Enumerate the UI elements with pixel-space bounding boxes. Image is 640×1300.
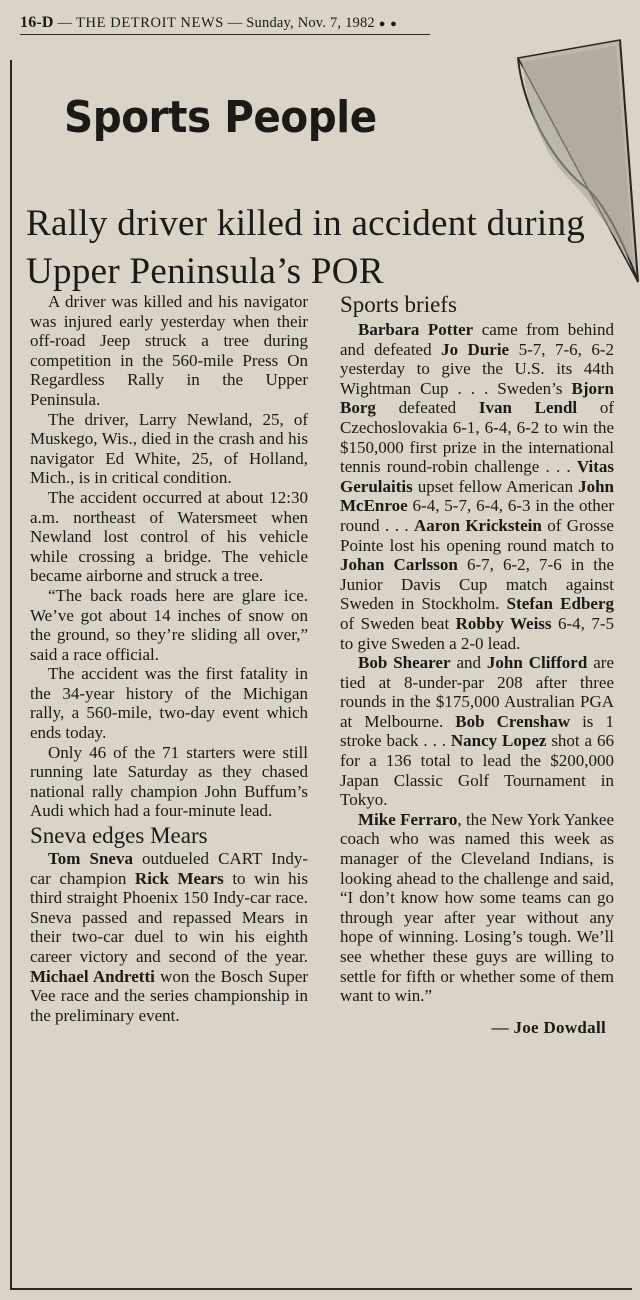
- subhead-briefs: Sports briefs: [340, 292, 457, 317]
- athlete-name: Robby Weiss: [455, 613, 552, 633]
- edition-marks: ● ●: [378, 18, 398, 30]
- athlete-name: Bob Crenshaw: [455, 711, 570, 731]
- athlete-name: John Clifford: [486, 653, 588, 673]
- headline: Rally driver killed in accident during Upper Peninsula’s POR: [26, 203, 586, 292]
- athlete-name: Ivan Lendl: [478, 398, 578, 418]
- athlete-name: Tom Sneva: [48, 849, 133, 869]
- baseball-paragraph: Mike Ferraro, the New York Yankee coach who was named this week as manager of the Cleveland Indians, is looking ahead to the challenge and said, “I don’t know how some teams can go through year after year without any hope of winning. Losing’s tough. We’ll see whether these guys are willing to settle for fifth or whether some of them want to win.”: [340, 809, 614, 1006]
- athlete-name: Stefan Edberg: [506, 594, 614, 614]
- athlete-name: Bjorn Borg: [340, 378, 614, 418]
- subhead-sneva: Sneva edges Mears: [30, 823, 208, 849]
- athlete-name: Mike Ferraro: [358, 809, 458, 829]
- story-paragraph: Only 46 of the 71 starters were still running late Saturday as they chased national rally champion John Buffum’s Audi which had a four-minute lead.: [30, 742, 308, 821]
- athlete-name: Vitas Gerulaitis: [340, 457, 614, 496]
- story-paragraph: The accident occurred at about 12:30 a.m. northeast of Watersmeet when Newland lost control of his vehicle while crossing a bridge. The vehicle became airborne and struck a tree.: [30, 487, 308, 586]
- athlete-name: Rick Mears: [134, 868, 224, 888]
- athlete-name: Barbara Potter: [358, 320, 474, 339]
- publication-name: THE DETROIT NEWS: [76, 15, 224, 31]
- section-kicker: Sports People: [64, 92, 377, 143]
- sneva-paragraph: Tom Sneva outdueled CART Indy-car champion Rick Mears to win his third straight Phoenix 150 Indy-car race. Sneva passed and repassed Mears in their two-car duel to win his eighth career victory and second of the year. Michael Andretti won the Bosch Super Vee race and the series championship in the preliminary event.: [30, 849, 308, 1025]
- story-paragraph: “The back roads here are glare ice. We’ve got about 14 inches of snow on the ground, so they’re sliding all over,” said a race official.: [30, 585, 308, 664]
- tennis-paragraph: Barbara Potter came from behind and defeated Jo Durie 5-7, 7-6, 6-2 yesterday to give the U.S. its 44th Wightman Cup . . . Sweden’s Bjorn Borg defeated Ivan Lendl of Czechoslovakia 6-1, 6-4, 6-2 to win the $150,000 first prize in the international tennis round-robin challenge . . . Vitas Gerulaitis upset fellow American John McEnroe 6-4, 5-7, 6-4, 6-3 in the other round . . . Aaron Krickstein of Grosse Pointe lost his opening round match to Johan Carlsson 6-7, 6-2, 7-6 in the Junior Davis Cup match against Sweden in Stockholm. Stefan Edberg of Sweden beat Robby Weiss 6-4, 7-5 to give Sweden a 2-0 lead.: [340, 320, 615, 653]
- page-number: 16-D: [20, 14, 54, 31]
- byline: — Joe Dowdall: [491, 1017, 606, 1037]
- athlete-name: John McEnroe: [340, 476, 614, 516]
- left-column: [30, 292, 308, 1025]
- athlete-name: Aaron Krickstein: [413, 515, 542, 535]
- right-column: [340, 292, 614, 1037]
- page-folio: 16-D — THE DETROIT NEWS — Sunday, Nov. 7, 1982 ● ●: [20, 14, 430, 35]
- story-paragraph: A driver was killed and his navigator was injured early yesterday when their off-road Jeep struck a tree during competition in the 560-mile Press On Regardless Rally in the Upper Peninsula.: [30, 292, 308, 409]
- athlete-name: Nancy Lopez: [450, 731, 547, 751]
- issue-date: Sunday, Nov. 7, 1982: [246, 15, 375, 31]
- athlete-name: Michael Andretti: [30, 966, 155, 986]
- golf-paragraph: Bob Shearer and John Clifford are tied at 8-under-par 208 after three rounds in the $175,000 Australian PGA at Melbourne. Bob Crenshaw is 1 stroke back . . . Nancy Lopez shot a 66 for a 136 total to lead the $200,000 Japan Classic Golf Tournament in Tokyo.: [340, 653, 614, 810]
- athlete-name: Jo Durie: [441, 339, 510, 359]
- athlete-name: Johan Carlsson: [340, 555, 458, 575]
- story-paragraph: The driver, Larry Newland, 25, of Muskego, Wis., died in the crash and his navigator Ed White, 25, of Holland, Mich., is in critical condition.: [30, 409, 308, 488]
- athlete-name: Bob Shearer: [358, 653, 451, 673]
- story-paragraph: The accident was the first fatality in the 34-year history of the Michigan rally, a 560-mile, two-day event which ends today.: [30, 664, 308, 743]
